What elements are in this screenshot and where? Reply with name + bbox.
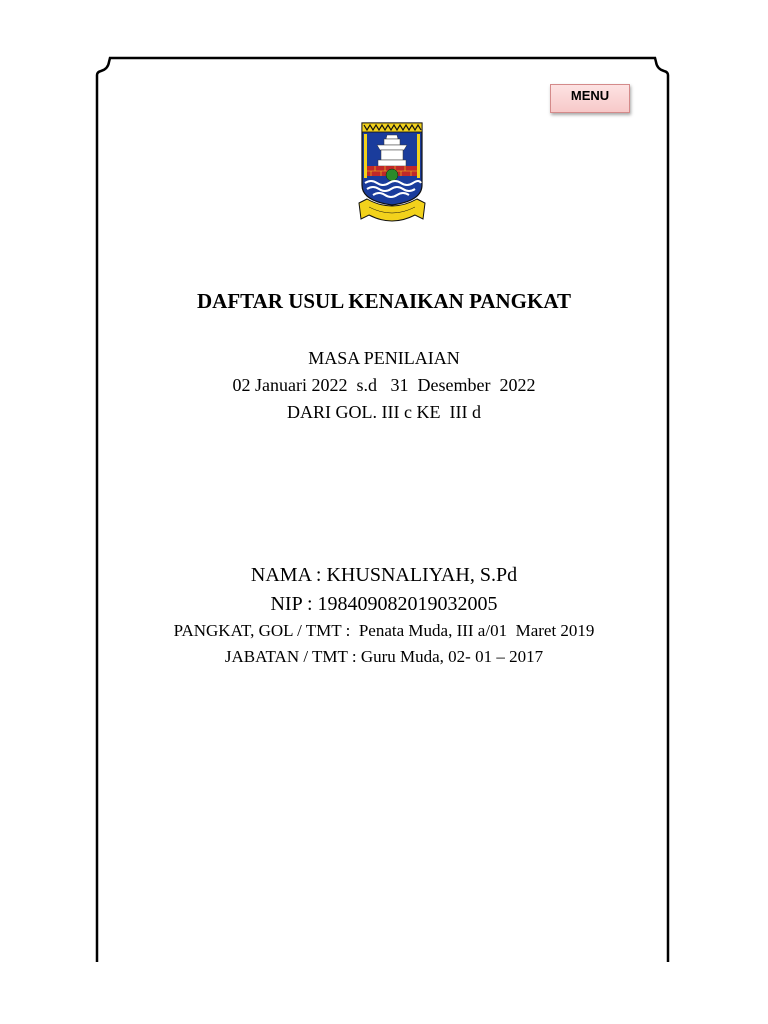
document-title: DAFTAR USUL KENAIKAN PANGKAT: [197, 289, 571, 313]
employee-rank: PANGKAT, GOL / TMT : Penata Muda, III a/01 Maret 2019: [173, 621, 595, 640]
assessment-period-range: 02 Januari 2022 s.d 31 Desember 2022: [232, 375, 536, 395]
coat-of-arms-emblem: [357, 119, 427, 225]
employee-position: JABATAN / TMT : Guru Muda, 02- 01 – 2017: [224, 647, 544, 666]
assessment-period-label: MASA PENILAIAN: [308, 348, 460, 368]
employee-nip: NIP : 198409082019032005: [270, 593, 498, 615]
menu-button[interactable]: MENU: [550, 84, 630, 113]
grade-change-line: DARI GOL. III c KE III d: [287, 402, 481, 422]
employee-name: NAMA : KHUSNALIYAH, S.Pd: [250, 564, 518, 586]
